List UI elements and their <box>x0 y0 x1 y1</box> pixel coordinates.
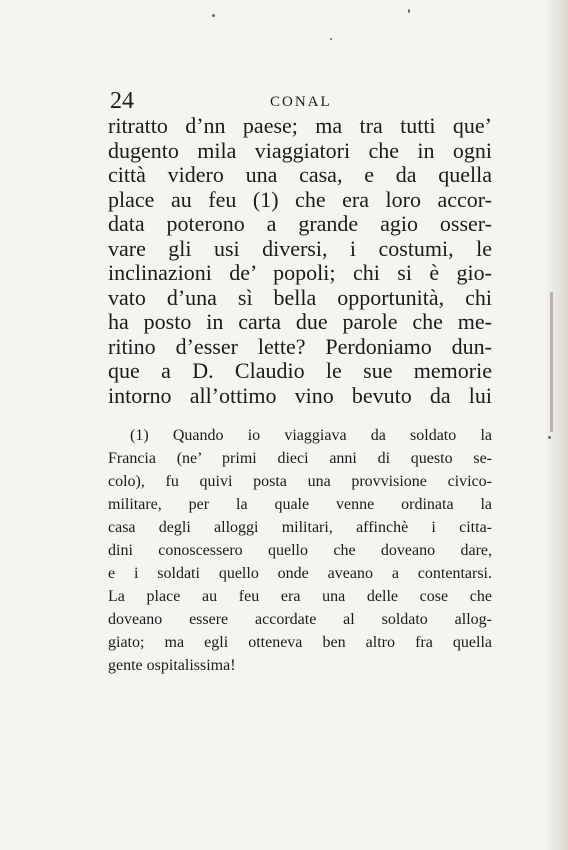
text-line: ritino d’esser lette? Perdoniamo dun- <box>108 333 492 359</box>
paper-speck <box>548 436 551 439</box>
footnote-line: colo), fu quivi posta una provvisione civico- <box>108 473 492 490</box>
paper-speck <box>408 9 410 13</box>
footnote-line: (1) Quando io viaggiava da soldato la <box>130 427 492 444</box>
footnote-line: militare, per la quale venne ordinata la <box>108 496 492 513</box>
paper-speck <box>330 38 332 40</box>
footnote-line: doveano essere accordate al soldato allog- <box>108 611 492 628</box>
running-title: CONAL <box>270 94 332 110</box>
text-line: dugento mila viaggiatori che in ogni <box>108 137 492 163</box>
footnote-line: dini conoscessero quello che doveano dare, <box>108 542 492 559</box>
text-line: ritratto d’nn paese; ma tra tutti que’ <box>108 113 492 138</box>
text-line: place au feu (1) che era loro accor- <box>108 186 492 212</box>
footnote-line: e i soldati quello onde aveano a contentarsi. <box>108 565 492 582</box>
text-line: città videro una casa, e da quella <box>108 162 492 187</box>
text-line: data poterono a grande agio osser- <box>108 211 492 236</box>
paper-speck <box>212 14 215 17</box>
text-line: que a D. Claudio le sue memorie <box>108 358 492 383</box>
footnote-line: giato; ma egli otteneva ben altro fra quella <box>108 634 492 651</box>
text-line: ha posto in carta due parole che me- <box>108 309 492 334</box>
page-edge-mark <box>550 292 553 432</box>
footnote-line: casa degli alloggi militari, affinchè i citta- <box>108 519 492 536</box>
footnote <box>108 424 492 677</box>
footnote-line: La place au feu era una delle cose che <box>108 588 492 605</box>
text-line: vare gli usi diversi, i costumi, le <box>108 235 492 261</box>
text-line: inclinazioni de’ popoli; chi si è gio- <box>108 260 492 285</box>
text-line: vato d’una sì bella opportunità, chi <box>108 284 492 310</box>
page-number: 24 <box>110 88 134 114</box>
footnote-line: Francia (ne’ primi dieci anni di questo se- <box>108 450 492 467</box>
text-line: intorno all’ottimo vino bevuto da lui <box>108 382 492 408</box>
main-text <box>108 114 492 408</box>
footnote-line: gente ospitalissima! <box>108 657 236 674</box>
